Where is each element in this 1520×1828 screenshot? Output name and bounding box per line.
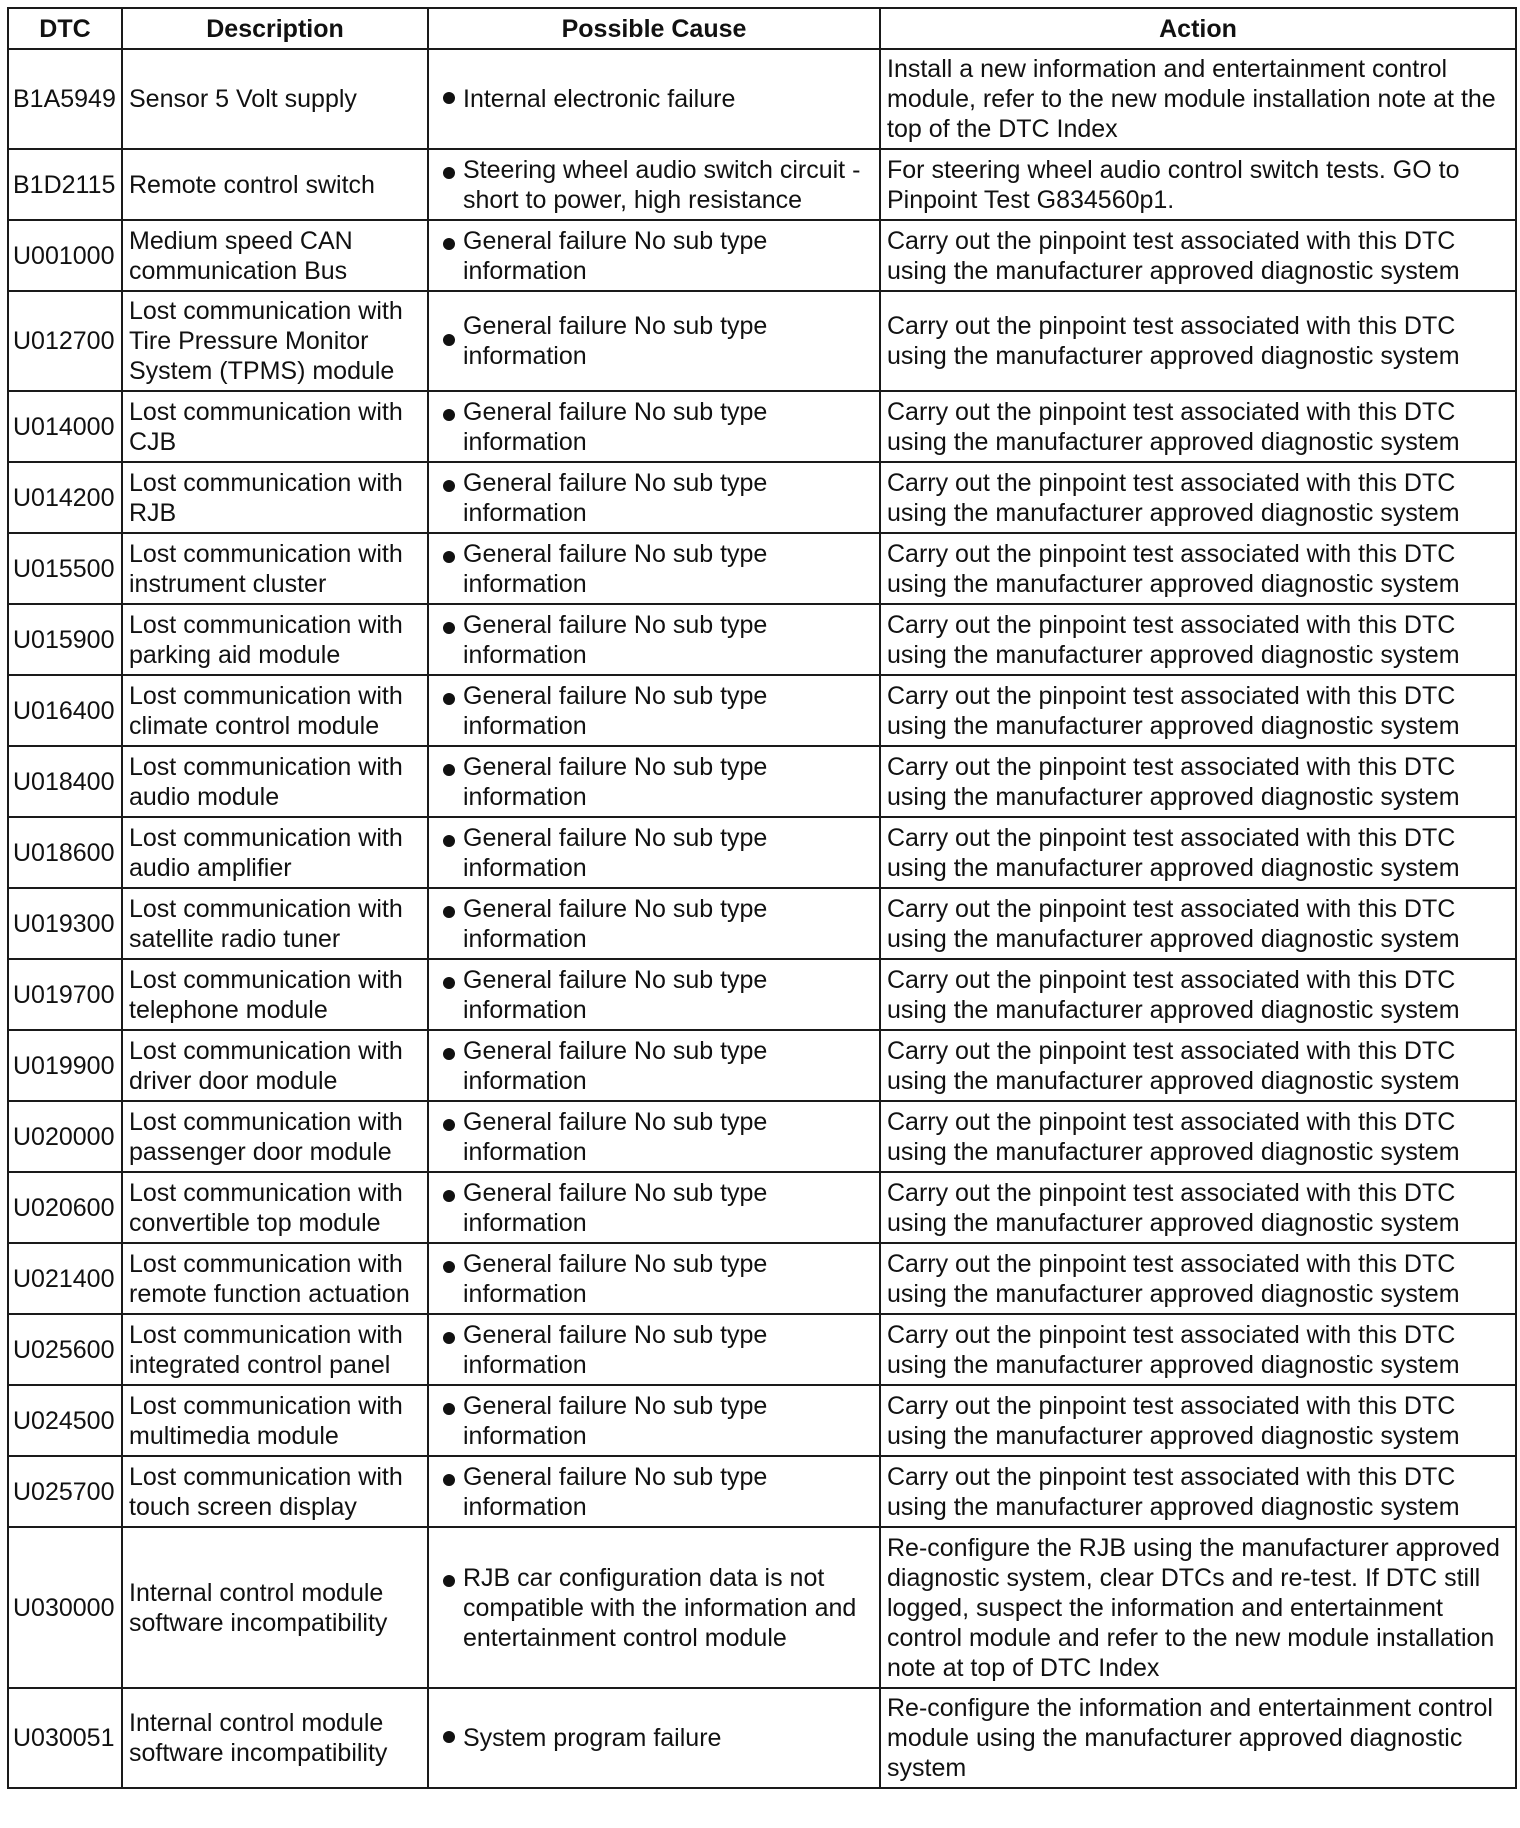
table-row (8, 1172, 1516, 1243)
possible-cause-text: General failure No sub type information (463, 965, 768, 1024)
bullet-icon (443, 1731, 455, 1743)
dtc-description: Lost communication with audio amplifier (122, 817, 428, 888)
dtc-code: U024500 (8, 1385, 122, 1456)
possible-cause (428, 1172, 880, 1243)
possible-cause (428, 49, 880, 149)
dtc-description: Lost communication with remote function actuation (122, 1243, 428, 1314)
dtc-action: Carry out the pinpoint test associated with this DTC using the manufacturer approved diagnostic system (880, 1030, 1516, 1101)
possible-cause (428, 1314, 880, 1385)
table-row (8, 817, 1516, 888)
dtc-action: Re-configure the information and entertainment control module using the manufacturer approved diagnostic system (880, 1688, 1516, 1788)
bullet-icon (443, 906, 455, 918)
bullet-icon (443, 1261, 455, 1273)
table-row (8, 604, 1516, 675)
possible-cause-text: General failure No sub type information (463, 894, 768, 953)
possible-cause-text: Steering wheel audio switch circuit - short to power, high resistance (463, 155, 861, 214)
possible-cause-text: General failure No sub type information (463, 1462, 768, 1521)
bullet-icon (443, 622, 455, 634)
table-row (8, 1456, 1516, 1527)
possible-cause (428, 1456, 880, 1527)
dtc-code: U015900 (8, 604, 122, 675)
table-row (8, 391, 1516, 462)
dtc-action: Carry out the pinpoint test associated with this DTC using the manufacturer approved diagnostic system (880, 391, 1516, 462)
dtc-code: B1D2115 (8, 149, 122, 220)
possible-cause-text: General failure No sub type information (463, 610, 768, 669)
dtc-action: Carry out the pinpoint test associated with this DTC using the manufacturer approved diagnostic system (880, 1243, 1516, 1314)
header-description: Description (122, 8, 428, 49)
table-row (8, 291, 1516, 391)
bullet-icon (443, 693, 455, 705)
dtc-action: Carry out the pinpoint test associated with this DTC using the manufacturer approved diagnostic system (880, 462, 1516, 533)
dtc-action: Carry out the pinpoint test associated with this DTC using the manufacturer approved diagnostic system (880, 817, 1516, 888)
dtc-code: U021400 (8, 1243, 122, 1314)
bullet-icon (443, 1575, 455, 1587)
dtc-description: Internal control module software incompatibility (122, 1527, 428, 1688)
bullet-icon (443, 551, 455, 563)
table-row (8, 1314, 1516, 1385)
dtc-code: B1A5949 (8, 49, 122, 149)
dtc-description: Lost communication with multimedia module (122, 1385, 428, 1456)
possible-cause (428, 220, 880, 291)
bullet-icon (443, 1474, 455, 1486)
dtc-description: Lost communication with Tire Pressure Monitor System (TPMS) module (122, 291, 428, 391)
dtc-description: Lost communication with audio module (122, 746, 428, 817)
dtc-action: Carry out the pinpoint test associated with this DTC using the manufacturer approved diagnostic system (880, 1101, 1516, 1172)
dtc-action: Carry out the pinpoint test associated with this DTC using the manufacturer approved diagnostic system (880, 1314, 1516, 1385)
possible-cause-text: General failure No sub type information (463, 752, 768, 811)
possible-cause-text: General failure No sub type information (463, 681, 768, 740)
possible-cause-text: General failure No sub type information (463, 312, 768, 370)
table-row (8, 462, 1516, 533)
possible-cause-text: General failure No sub type information (463, 1320, 768, 1379)
dtc-code: U019900 (8, 1030, 122, 1101)
bullet-icon (443, 1403, 455, 1415)
dtc-code: U019700 (8, 959, 122, 1030)
possible-cause (428, 149, 880, 220)
header-action: Action (880, 8, 1516, 49)
dtc-description: Lost communication with CJB (122, 391, 428, 462)
dtc-code: U019300 (8, 888, 122, 959)
dtc-description: Lost communication with telephone module (122, 959, 428, 1030)
dtc-description: Remote control switch (122, 149, 428, 220)
dtc-description: Medium speed CAN communication Bus (122, 220, 428, 291)
dtc-action: Carry out the pinpoint test associated with this DTC using the manufacturer approved diagnostic system (880, 888, 1516, 959)
table-row (8, 1385, 1516, 1456)
dtc-code: U012700 (8, 291, 122, 391)
dtc-action: Carry out the pinpoint test associated with this DTC using the manufacturer approved diagnostic system (880, 1172, 1516, 1243)
possible-cause (428, 959, 880, 1030)
possible-cause (428, 1030, 880, 1101)
bullet-icon (443, 1048, 455, 1060)
table-row (8, 1243, 1516, 1314)
possible-cause-text: General failure No sub type information (463, 539, 768, 598)
table-row (8, 675, 1516, 746)
table-row (8, 1688, 1516, 1788)
bullet-icon (443, 1119, 455, 1131)
dtc-description: Sensor 5 Volt supply (122, 49, 428, 149)
possible-cause (428, 1688, 880, 1788)
possible-cause-text: General failure No sub type information (463, 1391, 768, 1450)
bullet-icon (443, 409, 455, 421)
possible-cause-text: General failure No sub type information (463, 1178, 768, 1237)
dtc-description: Lost communication with driver door module (122, 1030, 428, 1101)
possible-cause (428, 675, 880, 746)
dtc-action: Carry out the pinpoint test associated with this DTC using the manufacturer approved diagnostic system (880, 1385, 1516, 1456)
possible-cause-text: RJB car configuration data is not compatible with the information and entertainment control module (463, 1563, 857, 1652)
possible-cause-text: General failure No sub type information (463, 1107, 768, 1166)
dtc-code: U020000 (8, 1101, 122, 1172)
possible-cause (428, 1101, 880, 1172)
dtc-action: Install a new information and entertainment control module, refer to the new module installation note at the top of the DTC Index (880, 49, 1516, 149)
dtc-description: Lost communication with RJB (122, 462, 428, 533)
possible-cause (428, 817, 880, 888)
dtc-action: Carry out the pinpoint test associated with this DTC using the manufacturer approved diagnostic system (880, 746, 1516, 817)
dtc-action: Carry out the pinpoint test associated with this DTC using the manufacturer approved diagnostic system (880, 604, 1516, 675)
header-possible-cause: Possible Cause (428, 8, 880, 49)
table-row (8, 1527, 1516, 1688)
possible-cause-text: General failure No sub type information (463, 468, 768, 527)
bullet-icon (443, 92, 455, 104)
possible-cause (428, 1243, 880, 1314)
bullet-icon (443, 1332, 455, 1344)
dtc-action: Carry out the pinpoint test associated with this DTC using the manufacturer approved diagnostic system (880, 1456, 1516, 1527)
dtc-action: Carry out the pinpoint test associated with this DTC using the manufacturer approved diagnostic system (880, 675, 1516, 746)
possible-cause (428, 462, 880, 533)
dtc-code: U018400 (8, 746, 122, 817)
dtc-description: Lost communication with climate control module (122, 675, 428, 746)
bullet-icon (443, 764, 455, 776)
dtc-code: U025700 (8, 1456, 122, 1527)
bullet-icon (443, 238, 455, 250)
dtc-action: Carry out the pinpoint test associated with this DTC using the manufacturer approved diagnostic system (880, 220, 1516, 291)
table-row (8, 1030, 1516, 1101)
dtc-code: U030051 (8, 1688, 122, 1788)
dtc-description: Lost communication with instrument cluster (122, 533, 428, 604)
dtc-code: U001000 (8, 220, 122, 291)
table-header-row (8, 8, 1516, 49)
dtc-code: U016400 (8, 675, 122, 746)
dtc-code: U018600 (8, 817, 122, 888)
dtc-description: Lost communication with satellite radio tuner (122, 888, 428, 959)
possible-cause (428, 1527, 880, 1688)
dtc-description: Internal control module software incompatibility (122, 1688, 428, 1788)
possible-cause (428, 391, 880, 462)
bullet-icon (443, 1190, 455, 1202)
dtc-action: Carry out the pinpoint test associated with this DTC using the manufacturer approved diagnostic system (880, 533, 1516, 604)
dtc-action: For steering wheel audio control switch tests. GO to Pinpoint Test G834560p1. (880, 149, 1516, 220)
dtc-description: Lost communication with passenger door module (122, 1101, 428, 1172)
dtc-code: U025600 (8, 1314, 122, 1385)
possible-cause-text: General failure No sub type information (463, 1036, 768, 1095)
possible-cause-text: General failure No sub type information (463, 823, 768, 882)
dtc-code: U015500 (8, 533, 122, 604)
header-dtc: DTC (8, 8, 122, 49)
dtc-code: U014200 (8, 462, 122, 533)
possible-cause (428, 888, 880, 959)
bullet-icon (443, 334, 455, 346)
table-row (8, 533, 1516, 604)
dtc-action: Re-configure the RJB using the manufacturer approved diagnostic system, clear DTCs and re-test. If DTC still logged, suspect the information and entertainment control module and refer to the new module installation note at top of DTC Index (880, 1527, 1516, 1688)
dtc-code: U014000 (8, 391, 122, 462)
possible-cause-text: Internal electronic failure (463, 85, 736, 113)
possible-cause-text: General failure No sub type information (463, 397, 768, 456)
dtc-description: Lost communication with convertible top module (122, 1172, 428, 1243)
possible-cause-text: System program failure (463, 1724, 722, 1752)
dtc-description: Lost communication with integrated control panel (122, 1314, 428, 1385)
dtc-code: U030000 (8, 1527, 122, 1688)
dtc-description: Lost communication with parking aid module (122, 604, 428, 675)
table-row (8, 149, 1516, 220)
table-row (8, 49, 1516, 149)
possible-cause (428, 1385, 880, 1456)
dtc-code: U020600 (8, 1172, 122, 1243)
table-row (8, 220, 1516, 291)
dtc-action: Carry out the pinpoint test associated with this DTC using the manufacturer approved diagnostic system (880, 291, 1516, 391)
dtc-table (7, 7, 1517, 1789)
possible-cause (428, 604, 880, 675)
bullet-icon (443, 977, 455, 989)
dtc-description: Lost communication with touch screen display (122, 1456, 428, 1527)
table-row (8, 888, 1516, 959)
table-row (8, 1101, 1516, 1172)
table-row (8, 959, 1516, 1030)
bullet-icon (443, 167, 455, 179)
possible-cause-text: General failure No sub type information (463, 226, 768, 285)
bullet-icon (443, 835, 455, 847)
possible-cause (428, 746, 880, 817)
bullet-icon (443, 480, 455, 492)
table-row (8, 746, 1516, 817)
possible-cause (428, 291, 880, 391)
possible-cause-text: General failure No sub type information (463, 1249, 768, 1308)
dtc-action: Carry out the pinpoint test associated with this DTC using the manufacturer approved diagnostic system (880, 959, 1516, 1030)
possible-cause (428, 533, 880, 604)
